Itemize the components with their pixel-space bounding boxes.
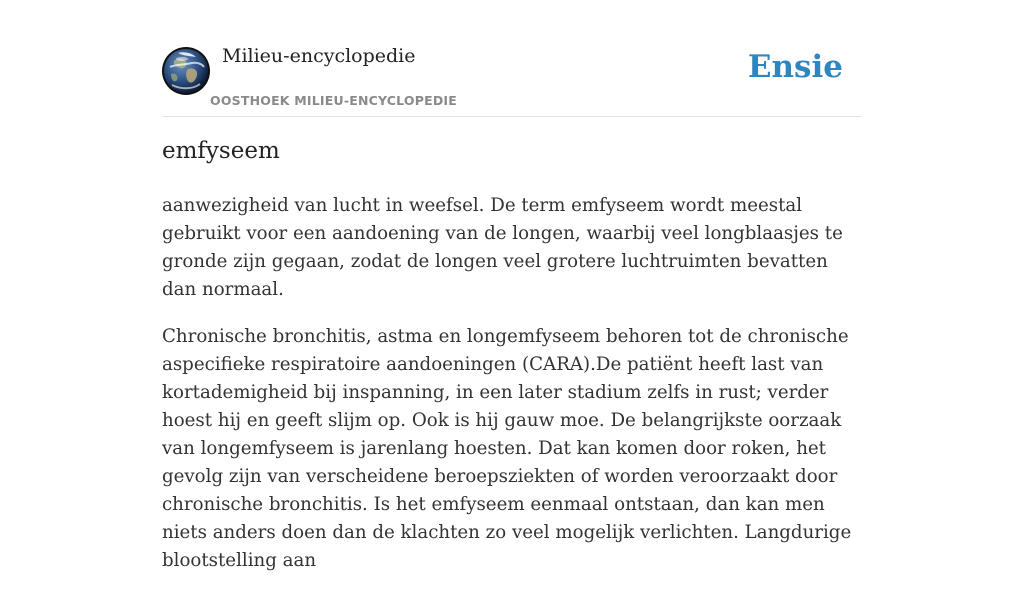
site-name[interactable]: Milieu-encyclopedie [222, 45, 416, 67]
article-paragraph-1: aanwezigheid van lucht in weefsel. De term emfyseem wordt meestal gebruikt voor een aandoening van de longen, waarbij veel longblaasjes te gronde zijn gegaan, zodat de longen veel grotere luchtruimten bevatten dan normaal. [162, 195, 843, 300]
earth-globe-icon[interactable] [162, 47, 210, 95]
site-subtitle: OOSTHOEK MILIEU-ENCYCLOPEDIE [210, 93, 457, 108]
article-title: emfyseem [162, 138, 280, 164]
article-paragraph-2: Chronische bronchitis, astma en longemfyseem behoren tot de chronische aspecifieke respiratoire aandoeningen (CARA).De patiënt heeft last van kortademigheid bij inspanning, in een later stadium zelfs in rust; verder hoest hij en geeft slijm op. Ook is hij gauw moe. De belangrijkste oorzaak van longemfyseem is jarenlang hoesten. Dat kan komen door roken, het gevolg zijn van verscheidene beroepsziekten of worden veroorzaakt door chronische bronchitis. Is het emfyseem eenmaal ontstaan, dan kan men niets anders doen dan de klachten zo veel mogelijk verlichten. Langdurige blootstelling aan [162, 326, 852, 571]
site-header [162, 44, 862, 117]
ensie-brand-link[interactable]: Ensie [747, 49, 843, 85]
article-body [162, 192, 862, 594]
